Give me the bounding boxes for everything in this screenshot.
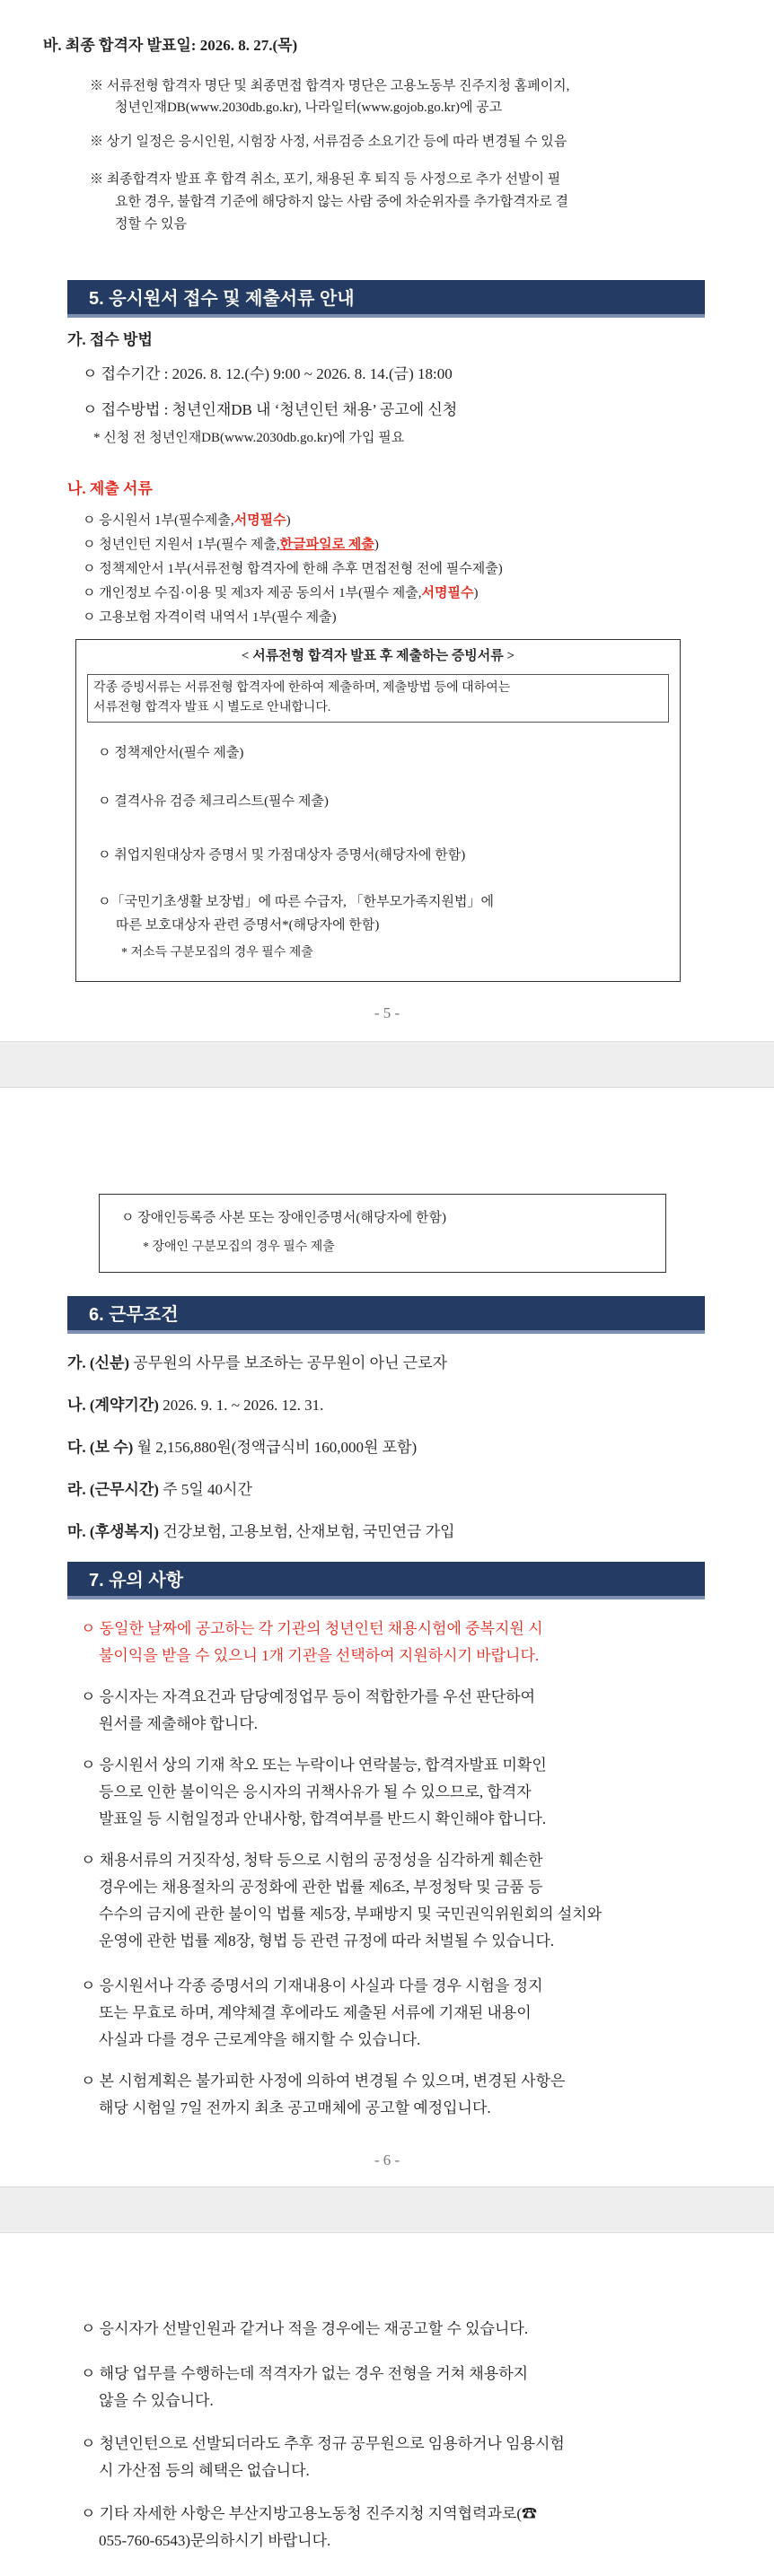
notice-4-line-4: 운영에 관한 법률 제8장, 형법 등 관련 규정에 따라 처벌될 수 있습니다.: [99, 1932, 555, 1950]
notice-4-line-3: 수수의 금지에 관한 불이익 법률 제5장, 부패방지 및 국민권익위원회의 설치와: [99, 1906, 602, 1923]
notice-3-line-3: 발표일 등 시험일정과 안내사항, 합격여부를 반드시 확인해야 합니다.: [99, 1810, 547, 1827]
notice-2-line-1: ㅇ 응시자는 자격요건과 담당예정업무 등이 적합한가를 우선 판단하여: [81, 1688, 535, 1705]
notice-5-line-1: ㅇ 응시원서나 각종 증명서의 기재내용이 사실과 다를 경우 시험을 정지: [81, 1977, 543, 1994]
proof-box-title: < 서류전형 합격자 발표 후 제출하는 증빙서류 >: [241, 649, 515, 663]
docs-item-1: ㅇ 응시원서 1부(필수제출,서명필수): [83, 513, 291, 528]
page7-notice-3-line-2: 시 가산점 등의 혜택은 없습니다.: [99, 2462, 310, 2479]
receipt-period: ㅇ 접수기간 : 2026. 8. 12.(수) 9:00 ~ 2026. 8. 14.(금) 18:00: [83, 365, 453, 382]
disability-proof-item: ㅇ 장애인등록증 사본 또는 장애인증명서(해당자에 한함): [121, 1211, 447, 1225]
proof-item-4: ㅇ「국민기초생활 보장법」에 따른 수급자, 「한부모가족지원법」에: [98, 895, 495, 909]
section-7-title: 7. 유의 사항: [67, 1562, 705, 1599]
proof-item-4b: 따른 보호대상자 관련 증명서*(해당자에 한함): [116, 918, 380, 933]
docs-item-4: ㅇ 개인정보 수집·이용 및 제3자 제공 동의서 1부(필수 제출,서명필수): [83, 586, 479, 600]
page-5: [0, 0, 774, 1041]
notice-3-line-1: ㅇ 응시원서 상의 기재 착오 또는 누락이나 연락불능, 합격자발표 미확인: [81, 1757, 547, 1774]
announce-note-3b: 요한 경우, 불합격 기준에 해당하지 않는 사람 중에 차순위자를 추가합격자로 결: [115, 195, 568, 209]
page-gap: [0, 1041, 774, 1088]
condition-welfare: 마. (후생복지) 건강보험, 고용보험, 산재보험, 국민연금 가입: [67, 1523, 455, 1540]
receipt-heading: 가. 접수 방법: [67, 331, 153, 348]
notice-5-line-2: 또는 무효로 하며, 계약체결 후에라도 제출된 서류에 기재된 내용이: [99, 2004, 532, 2021]
notice-3-line-2: 등으로 인한 불이익은 응시자의 귀책사유가 될 수 있으므로, 합격자: [99, 1783, 532, 1801]
proof-item-1: ㅇ 정책제안서(필수 제출): [98, 746, 244, 760]
proof-item-4-note: * 저소득 구분모집의 경우 필수 제출: [121, 946, 313, 959]
announce-note-3: ※ 최종합격자 발표 후 합격 취소, 포기, 채용된 후 퇴직 등 사정으로 추가 선발이 필: [90, 172, 561, 187]
notice-6-line-1: ㅇ 본 시험계획은 불가피한 사정에 의하여 변경될 수 있으며, 변경된 사항은: [81, 2072, 566, 2090]
docs-heading: 나. 제출 서류: [67, 480, 153, 497]
disability-proof-box: [99, 1194, 666, 1273]
receipt-note: * 신청 전 청년인재DB(www.2030db.go.kr)에 가입 필요: [93, 431, 405, 445]
page-number-6: - 6 -: [374, 2151, 400, 2169]
page7-notice-3-line-1: ㅇ 청년인턴으로 선발되더라도 추후 정규 공무원으로 임용하거나 임용시험: [81, 2435, 565, 2452]
final-announce-title: 바. 최종 합격자 발표일: 2026. 8. 27.(목): [43, 37, 298, 54]
condition-status: 가. (신분) 공무원의 사무를 보조하는 공무원이 아닌 근로자: [67, 1354, 448, 1371]
page7-notice-2-line-2: 않을 수 있습니다.: [99, 2392, 214, 2409]
notice-4-line-2: 경우에는 채용절차의 공정화에 관한 법률 제6조, 부정청탁 및 금품 등: [99, 1879, 543, 1896]
page7-notice-4-line-1: ㅇ 기타 자세한 사항은 부산지방고용노동청 진주지청 지역협력과로(☎: [81, 2505, 537, 2522]
condition-contract-period: 나. (계약기간) 2026. 9. 1. ~ 2026. 12. 31.: [67, 1397, 324, 1414]
section-5-title: 5. 응시원서 접수 및 제출서류 안내: [67, 280, 705, 318]
disability-proof-note: * 장애인 구분모집의 경우 필수 제출: [143, 1240, 335, 1254]
section-6-title: 6. 근무조건: [67, 1296, 705, 1334]
notice-5-line-3: 사실과 다를 경우 근로계약을 해지할 수 있습니다.: [99, 2031, 421, 2048]
page-7: [0, 2233, 774, 2576]
page7-notice-1: ㅇ 응시자가 선발인원과 같거나 적을 경우에는 재공고할 수 있습니다.: [81, 2320, 529, 2337]
page-6: [0, 1088, 774, 2186]
proof-item-3: ㅇ 취업지원대상자 증명서 및 가점대상자 증명서(해당자에 한함): [98, 848, 466, 863]
proof-box-notice: [87, 674, 669, 723]
notice-2-line-2: 원서를 제출해야 합니다.: [99, 1715, 258, 1732]
condition-pay: 다. (보 수) 월 2,156,880원(정액급식비 160,000원 포함): [67, 1439, 418, 1456]
notice-1-line-1: ㅇ 동일한 날짜에 공고하는 각 기관의 청년인턴 채용시험에 중복지원 시: [81, 1620, 543, 1637]
proof-documents-box: [75, 639, 681, 982]
announce-note-1: ※ 서류전형 합격자 명단 및 최종면접 합격자 명단은 고용노동부 진주지청 홈페이지,: [90, 79, 570, 93]
condition-work-hours: 라. (근무시간) 주 5일 40시간: [67, 1481, 252, 1498]
proof-notice-line-1: 각종 증빙서류는 서류전형 합격자에 한하여 제출하며, 제출방법 등에 대하여는: [93, 681, 511, 695]
proof-notice-line-2: 서류전형 합격자 발표 시 별도로 안내합니다.: [93, 701, 331, 714]
announce-note-1b: 청년인재DB(www.2030db.go.kr), 나라일터(www.gojob.go.kr)에 공고: [115, 101, 503, 115]
page-number-5: - 5 -: [374, 1004, 400, 1021]
notice-1-line-2: 불이익을 받을 수 있으니 1개 기관을 선택하여 지원하시기 바랍니다.: [99, 1647, 540, 1664]
page7-notice-4-line-2: 055-760-6543)문의하시기 바랍니다.: [99, 2532, 331, 2549]
notice-4-line-1: ㅇ 채용서류의 거짓작성, 청탁 등으로 시험의 공정성을 심각하게 훼손한: [81, 1852, 543, 1869]
announce-note-3c: 정할 수 있음: [115, 217, 187, 232]
receipt-method: ㅇ 접수방법 : 청년인재DB 내 ‘청년인턴 채용’ 공고에 신청: [83, 401, 458, 418]
docs-item-3: ㅇ 정책제안서 1부(서류전형 합격자에 한해 추후 면접전형 전에 필수제출): [83, 562, 503, 576]
notice-6-line-2: 해당 시험일 7일 전까지 최초 공고매체에 공고할 예정입니다.: [99, 2099, 491, 2116]
announce-note-2: ※ 상기 일정은 응시인원, 시험장 사정, 서류검증 소요기간 등에 따라 변경될 수 있음: [90, 135, 567, 149]
page-gap: [0, 2186, 774, 2233]
proof-item-2: ㅇ 결격사유 검증 체크리스트(필수 제출): [98, 794, 329, 809]
page7-notice-2-line-1: ㅇ 해당 업무를 수행하는데 적격자가 없는 경우 전형을 거쳐 채용하지: [81, 2365, 529, 2382]
docs-item-5: ㅇ 고용보험 자격이력 내역서 1부(필수 제출): [83, 610, 337, 625]
docs-item-2: ㅇ 청년인턴 지원서 1부(필수 제출,한글파일로 제출): [83, 538, 379, 552]
